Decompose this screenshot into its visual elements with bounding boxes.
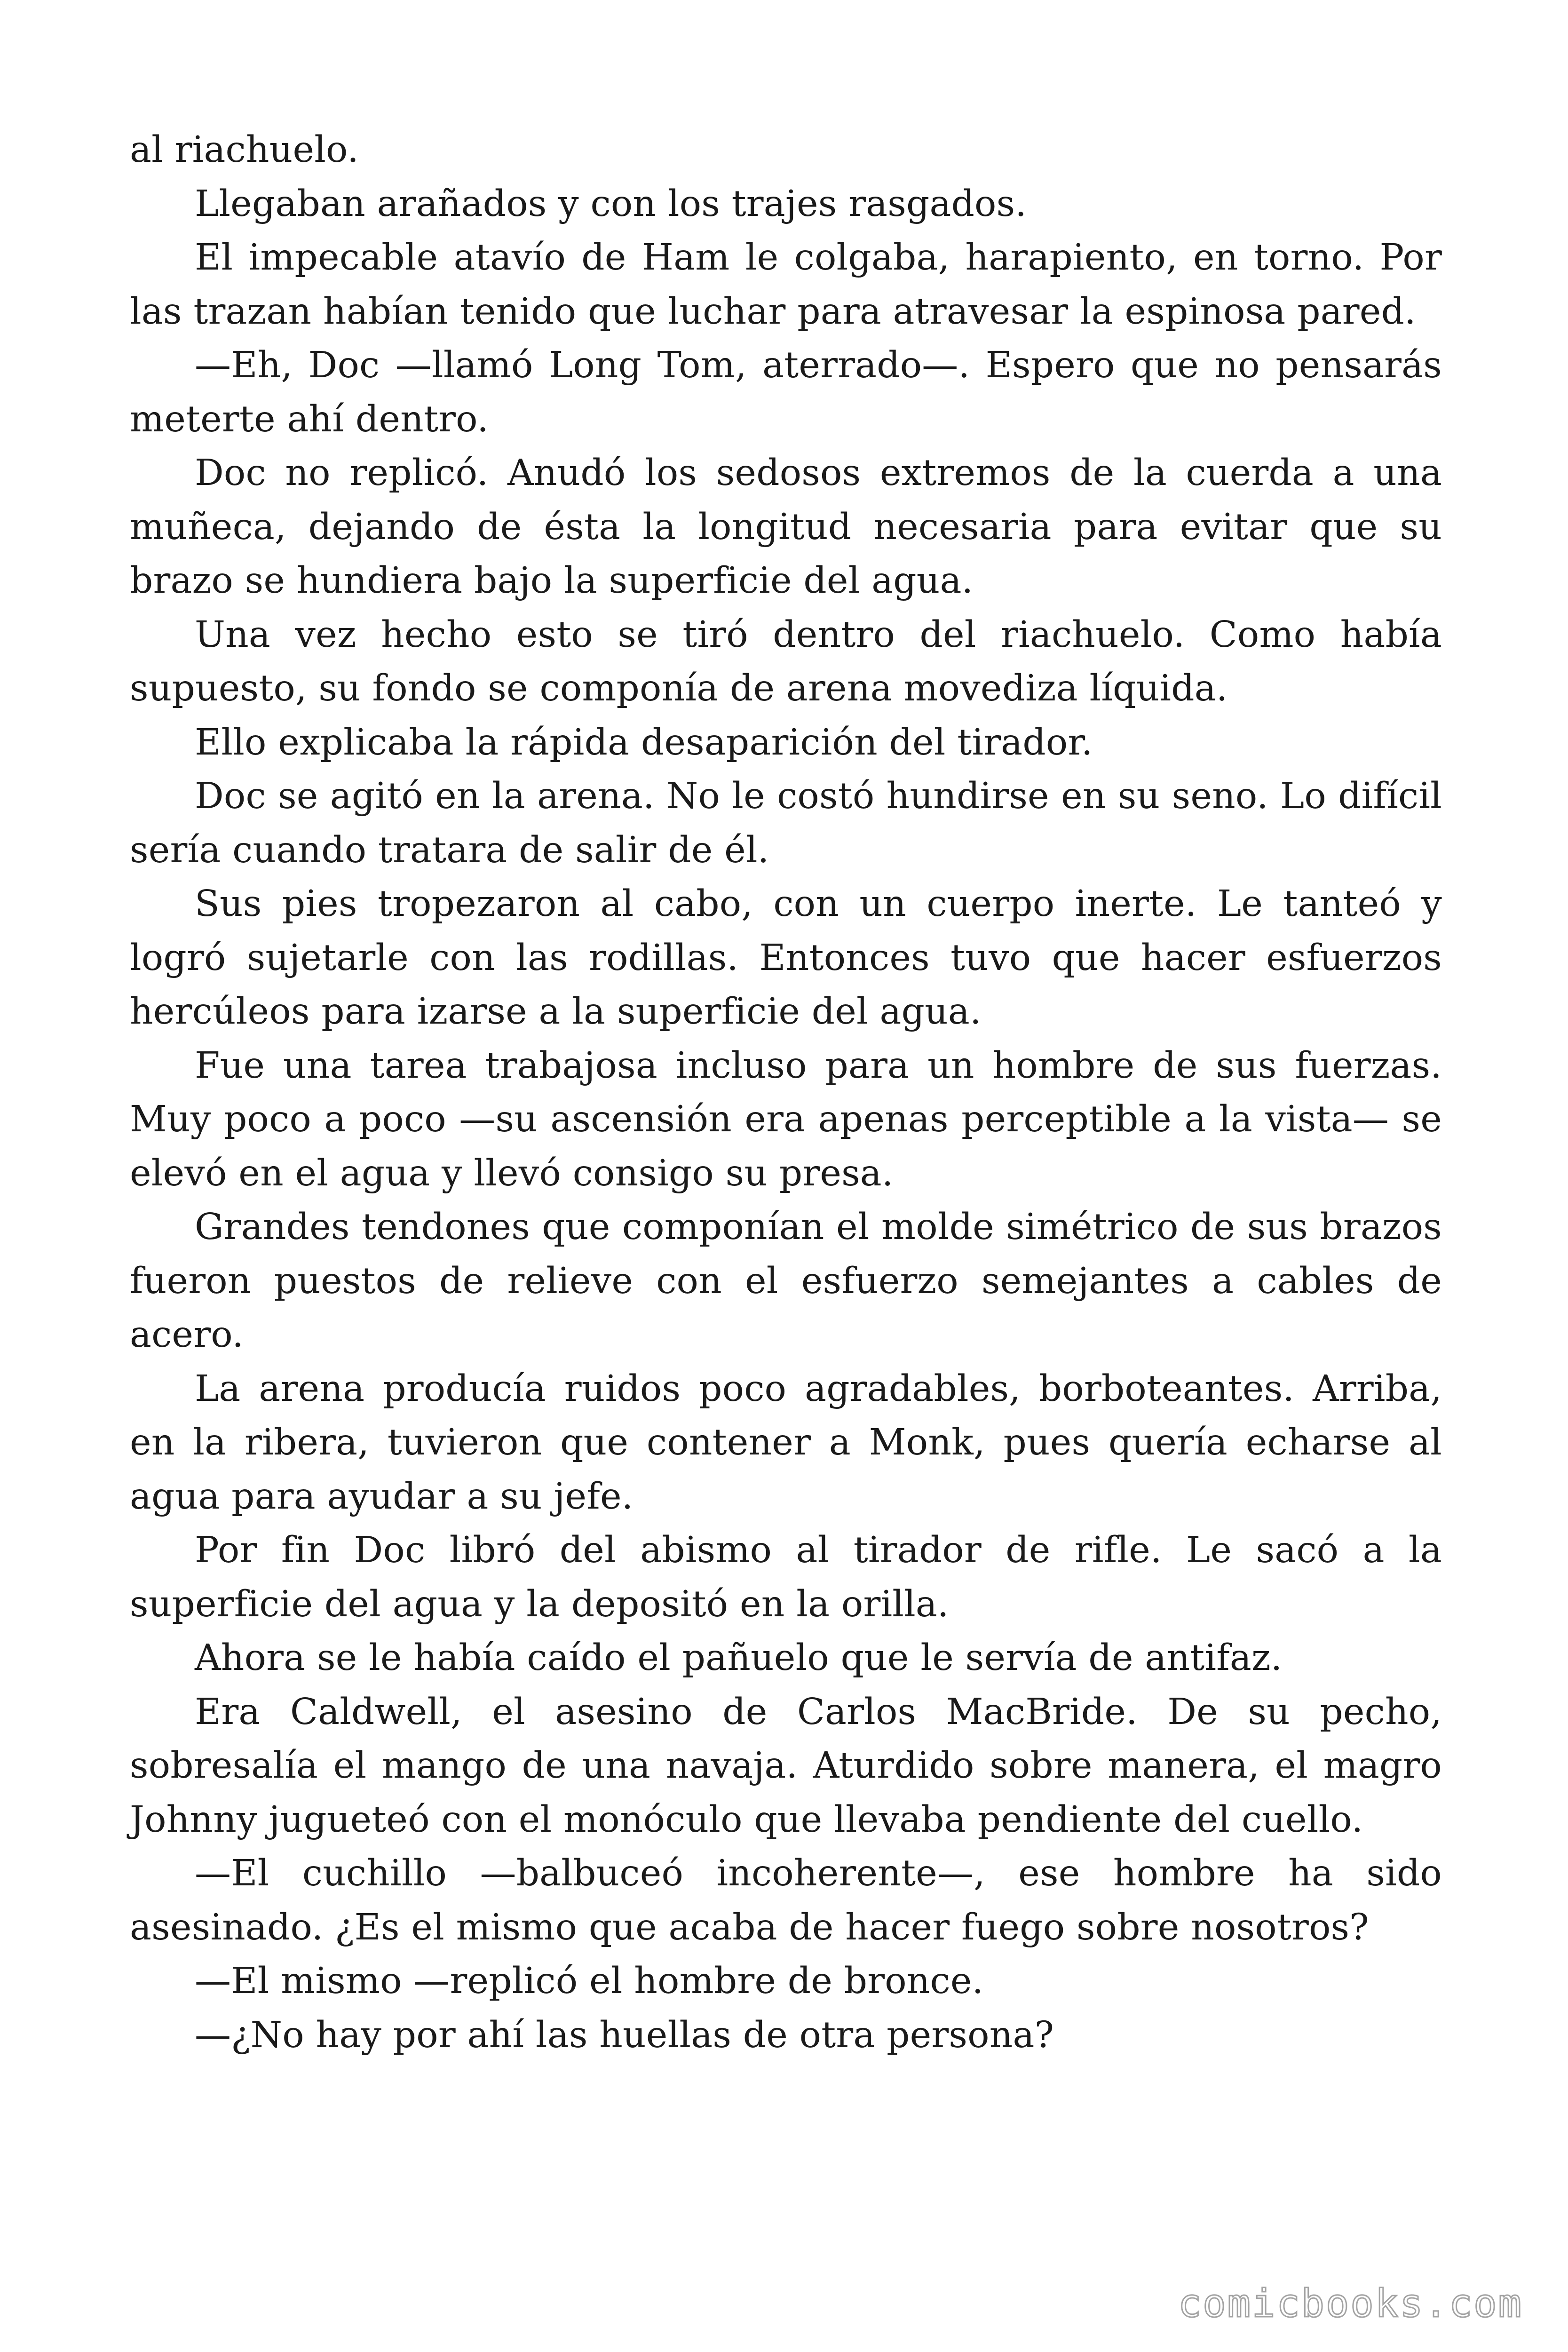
paragraph: —El cuchillo —balbuceó incoherente—, ese hombre ha sido asesinado. ¿Es el mismo que acaba de hacer fuego sobre nosotros?: [130, 1852, 1442, 1948]
paragraph: al riachuelo.: [130, 129, 359, 171]
paragraph: Una vez hecho esto se tiró dentro del riachuelo. Como había supuesto, su fondo se componía de arena movediza líquida.: [130, 613, 1442, 709]
paragraph: —Eh, Doc —llamó Long Tom, aterrado—. Espero que no pensarás meterte ahí dentro.: [130, 344, 1442, 440]
paragraph: Ahora se le había caído el pañuelo que le servía de antifaz.: [195, 1637, 1283, 1679]
paragraph: Sus pies tropezaron al cabo, con un cuerpo inerte. Le tanteó y logró sujetarle con las rodillas. Entonces tuvo que hacer esfuerzos hercúleos para izarse a la superficie del agua.: [130, 883, 1442, 1033]
paragraph: —El mismo —replicó el hombre de bronce.: [195, 1960, 984, 2002]
paragraph: El impecable atavío de Ham le colgaba, harapiento, en torno. Por las trazan habían tenido que luchar para atravesar la espinosa pared.: [130, 237, 1442, 333]
paragraph: Grandes tendones que componían el molde simétrico de sus brazos fueron puestos de relieve con el esfuerzo semejantes a cables de acero.: [130, 1206, 1442, 1356]
paragraph: Doc se agitó en la arena. No le costó hundirse en su seno. Lo difícil sería cuando tratara de salir de él.: [130, 775, 1442, 871]
paragraph: Fue una tarea trabajosa incluso para un hombre de sus fuerzas. Muy poco a poco —su ascensión era apenas perceptible a la vista— se elevó en el agua y llevó consigo su presa.: [130, 1044, 1442, 1194]
paragraph: La arena producía ruidos poco agradables, borboteantes. Arriba, en la ribera, tuvieron que contener a Monk, pues quería echarse al agua para ayudar a su jefe.: [130, 1367, 1442, 1518]
paragraph: Doc no replicó. Anudó los sedosos extremos de la cuerda a una muñeca, dejando de ésta la longitud necesaria para evitar que su brazo se hundiera bajo la superficie del agua.: [130, 452, 1442, 602]
page-body-text: [130, 123, 1442, 2062]
paragraph: Por fin Doc libró del abismo al tirador de rifle. Le sacó a la superficie del agua y la depositó en la orilla.: [130, 1529, 1442, 1625]
paragraph: Era Caldwell, el asesino de Carlos MacBride. De su pecho, sobresalía el mango de una navaja. Aturdido sobre manera, el magro Johnny jugueteó con el monóculo que llevaba pendiente del cuello.: [130, 1691, 1442, 1841]
paragraph: —¿No hay por ahí las huellas de otra persona?: [195, 2014, 1054, 2056]
watermark: comicbooks.com: [1178, 2281, 1523, 2326]
paragraph: Llegaban arañados y con los trajes rasgados.: [195, 183, 1027, 225]
paragraph: Ello explicaba la rápida desaparición del tirador.: [195, 721, 1093, 763]
